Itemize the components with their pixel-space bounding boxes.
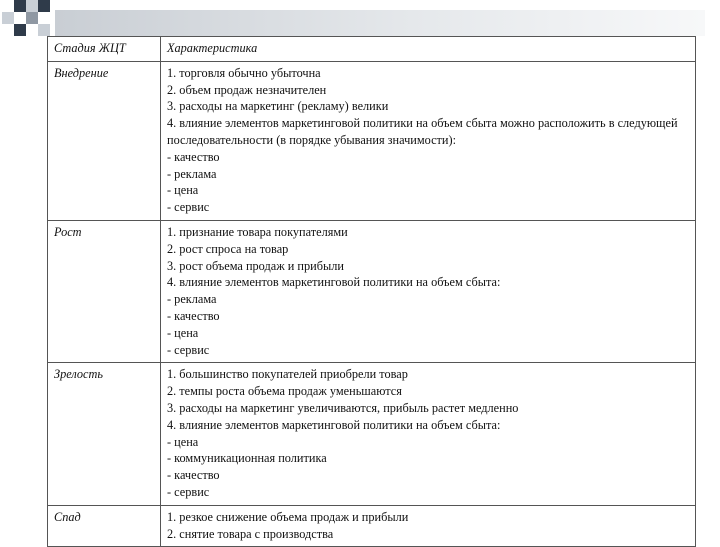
characteristic-line: 3. рост объема продаж и прибыли bbox=[167, 258, 344, 273]
characteristic-line: 4. влияние элементов маркетинговой политики на объем сбыта: bbox=[167, 275, 501, 290]
decor-square bbox=[38, 0, 50, 12]
lifecycle-table bbox=[47, 36, 696, 547]
characteristic-line: - сервис bbox=[167, 484, 210, 499]
decor-square bbox=[38, 24, 50, 36]
decor-square bbox=[26, 0, 38, 12]
decor-square bbox=[2, 12, 14, 24]
characteristic-line: 1. резкое снижение объема продаж и прибыли bbox=[167, 509, 409, 524]
slide-decoration bbox=[0, 0, 720, 40]
stage-cell: Зрелость bbox=[48, 363, 161, 505]
table-row bbox=[48, 363, 696, 505]
characteristic-line: - цена bbox=[167, 434, 199, 449]
characteristic-cell bbox=[161, 505, 696, 547]
characteristic-line: - реклама bbox=[167, 292, 217, 307]
characteristic-line: 4. влияние элементов маркетинговой политики на объем сбыта: bbox=[167, 417, 501, 432]
characteristic-line: 2. темпы роста объема продаж уменьшаются bbox=[167, 384, 402, 399]
characteristic-line: 1. большинство покупателей приобрели товар bbox=[167, 367, 408, 382]
decor-square bbox=[14, 0, 26, 12]
stage-cell: Внедрение bbox=[48, 61, 161, 220]
characteristic-line: - качество bbox=[167, 468, 220, 483]
table-row bbox=[48, 61, 696, 220]
characteristic-line: - цена bbox=[167, 325, 199, 340]
table-header-row bbox=[48, 37, 696, 62]
characteristic-line: 4. влияние элементов маркетинговой политики на объем сбыта можно расположить в следующей последовательности (в порядке убывания значимости): bbox=[167, 116, 678, 147]
characteristic-line: - сервис bbox=[167, 200, 210, 215]
characteristic-line: 1. признание товара покупателями bbox=[167, 224, 348, 239]
decor-square bbox=[26, 12, 38, 24]
characteristic-line: 1. торговля обычно убыточна bbox=[167, 65, 321, 80]
table-row bbox=[48, 505, 696, 547]
header-characteristic: Характеристика bbox=[161, 37, 696, 62]
table-row bbox=[48, 220, 696, 362]
characteristic-line: - качество bbox=[167, 149, 220, 164]
characteristic-cell bbox=[161, 363, 696, 505]
characteristic-line: - качество bbox=[167, 308, 220, 323]
header-stage: Стадия ЖЦТ bbox=[48, 37, 161, 62]
decor-square bbox=[14, 24, 26, 36]
characteristic-line: - сервис bbox=[167, 342, 210, 357]
stage-cell: Рост bbox=[48, 220, 161, 362]
characteristic-line: - цена bbox=[167, 183, 199, 198]
title-bar bbox=[55, 10, 705, 36]
characteristic-line: 3. расходы на маркетинг (рекламу) велики bbox=[167, 99, 389, 114]
characteristic-line: 2. объем продаж незначителен bbox=[167, 82, 327, 97]
characteristic-line: - реклама bbox=[167, 166, 217, 181]
characteristic-cell bbox=[161, 220, 696, 362]
characteristic-line: 3. расходы на маркетинг увеличиваются, прибыль растет медленно bbox=[167, 400, 519, 415]
characteristic-line: 2. снятие товара с производства bbox=[167, 526, 334, 541]
stage-cell: Спад bbox=[48, 505, 161, 547]
characteristic-cell bbox=[161, 61, 696, 220]
characteristic-line: - коммуникационная политика bbox=[167, 451, 327, 466]
characteristic-line: 2. рост спроса на товар bbox=[167, 241, 289, 256]
